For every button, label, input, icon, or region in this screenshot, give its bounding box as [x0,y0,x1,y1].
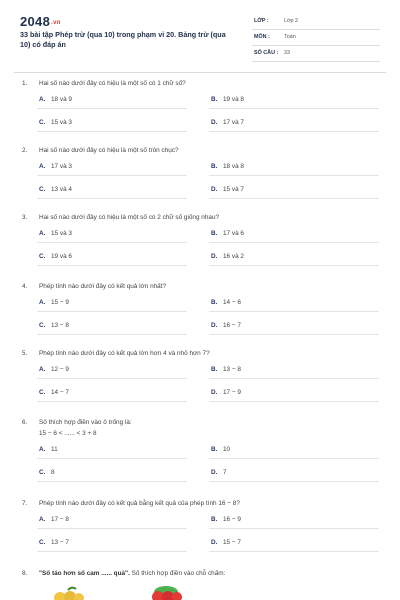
meta-value: Toán [284,34,296,40]
question-expression: 15 − 6 < ...... < 3 + 8 [39,430,97,437]
option-letter: D. [211,469,218,476]
option-text: 13 − 8 [51,322,69,329]
meta-row-count [252,46,380,62]
question-text [22,350,210,357]
option-divider [37,401,187,402]
option-divider [209,528,379,529]
answer-option-a[interactable] [39,446,58,453]
header-divider [14,72,386,73]
option-divider [209,131,379,132]
question-emphasis: "Số táo hơn số cam ...... quả". [39,570,130,577]
option-text: 19 và 6 [51,253,72,260]
option-letter: B. [211,163,218,170]
question-number: 8. [22,570,28,577]
question-number: 4. [22,283,28,290]
option-divider [37,131,187,132]
answer-option-c[interactable] [39,389,69,396]
site-logo[interactable] [20,14,61,29]
option-text: 16 và 2 [223,253,244,260]
option-letter: C. [39,539,46,546]
option-letter: B. [211,446,218,453]
meta-row-subject [252,30,380,46]
option-divider [209,175,379,176]
answer-option-a[interactable] [39,516,69,523]
answer-option-d[interactable] [211,186,244,193]
option-divider [209,458,379,459]
option-divider [37,198,187,199]
option-letter: A. [39,446,46,453]
option-text: 13 − 7 [51,539,69,546]
option-divider [37,108,187,109]
option-text: 17 và 6 [223,230,244,237]
option-letter: D. [211,186,218,193]
answer-option-a[interactable] [39,96,72,103]
option-text: 11 [51,446,58,453]
question-prompt: Phép tính nào dưới đây có kết quả lớn hơn 4 và nhỏ hơn 7? [39,350,210,357]
option-text: 18 và 8 [223,163,244,170]
answer-option-c[interactable] [39,469,55,476]
answer-option-d[interactable] [211,539,241,546]
worksheet-header [0,0,400,72]
option-text: 17 − 9 [223,389,241,396]
answer-option-d[interactable] [211,469,227,476]
question-number: 5. [22,350,28,357]
question-number: 6. [22,419,28,426]
option-text: 13 và 4 [51,186,72,193]
answer-option-d[interactable] [211,322,241,329]
question-text [22,419,132,426]
option-letter: D. [211,322,218,329]
question-prompt: Số thích hợp điền vào chỗ chấm: [129,570,226,577]
answer-option-b[interactable] [211,163,244,170]
question-text [22,80,186,87]
oranges-illustration [144,584,188,600]
answer-option-c[interactable] [39,322,69,329]
option-letter: B. [211,516,218,523]
answer-option-d[interactable] [211,119,244,126]
worksheet-meta [252,14,380,62]
answer-option-d[interactable] [211,389,241,396]
option-divider [37,378,187,379]
option-divider [37,242,187,243]
option-text: 17 và 7 [223,119,244,126]
meta-value: 33 [284,50,290,56]
option-text: 18 và 9 [51,96,72,103]
question-number: 2. [22,147,28,154]
question-prompt: Phép tính nào dưới đây có kết quả bằng kết quả của phép tính 16 − 8? [39,500,240,507]
option-divider [37,334,187,335]
option-text: 17 − 8 [51,516,69,523]
answer-option-a[interactable] [39,230,72,237]
logo-text: 2048 [20,14,51,29]
option-letter: C. [39,389,46,396]
answer-option-a[interactable] [39,299,69,306]
meta-row-class [252,14,380,30]
option-letter: D. [211,539,218,546]
option-text: 7 [223,469,227,476]
answer-option-a[interactable] [39,163,72,170]
meta-label: LỚP : [254,18,269,24]
question-prompt: Số thích hợp điền vào ô trống là: [39,419,132,426]
question-prompt: Hai số nào dưới đây có hiệu là một số tròn chục? [39,147,179,154]
option-text: 16 − 9 [223,516,241,523]
option-divider [37,458,187,459]
option-divider [37,551,187,552]
answer-option-c[interactable] [39,253,72,260]
option-divider [209,108,379,109]
answer-option-d[interactable] [211,253,244,260]
option-letter: B. [211,299,218,306]
option-divider [37,481,187,482]
worksheet-title: 33 bài tập Phép trừ (qua 10) trong phạm vi 20. Bảng trừ (qua 10) có đáp án [20,30,226,49]
option-text: 15 và 7 [223,186,244,193]
option-text: 15 − 9 [51,299,69,306]
option-divider [209,401,379,402]
question-text [22,147,179,154]
option-letter: A. [39,163,46,170]
answer-option-c[interactable] [39,539,69,546]
option-letter: C. [39,119,46,126]
answer-option-c[interactable] [39,186,72,193]
option-divider [37,311,187,312]
question-number: 7. [22,500,28,507]
option-text: 10 [223,446,231,453]
meta-label: MÔN : [254,34,270,40]
answer-option-b[interactable] [211,96,244,103]
answer-option-b[interactable] [211,299,241,306]
option-letter: A. [39,230,46,237]
option-divider [209,198,379,199]
answer-option-b[interactable] [211,366,241,373]
meta-label: SỐ CÂU : [254,50,279,56]
option-text: 14 − 6 [223,299,241,306]
option-letter: A. [39,96,46,103]
option-text: 17 và 3 [51,163,72,170]
question-text [22,570,225,577]
option-divider [209,481,379,482]
option-text: 19 và 8 [223,96,244,103]
option-letter: C. [39,322,46,329]
option-divider [37,528,187,529]
option-divider [209,378,379,379]
answer-option-b[interactable] [211,446,230,453]
option-text: 12 − 9 [51,366,69,373]
option-letter: A. [39,516,46,523]
answer-option-a[interactable] [39,366,69,373]
option-letter: B. [211,230,218,237]
answer-option-b[interactable] [211,230,244,237]
option-letter: C. [39,469,46,476]
question-prompt: Hai số nào dưới đây có hiệu là một số có 2 chữ số giống nhau? [39,214,220,221]
option-text: 15 và 3 [51,230,72,237]
option-divider [37,265,187,266]
meta-value: Lớp 2 [284,18,299,24]
option-text: 15 và 3 [51,119,72,126]
option-letter: B. [211,96,218,103]
option-letter: D. [211,119,218,126]
option-letter: D. [211,389,218,396]
option-letter: C. [39,253,46,260]
answer-option-c[interactable] [39,119,72,126]
option-text: 14 − 7 [51,389,69,396]
question-text [22,283,166,290]
question-number: 1. [22,80,28,87]
logo-suffix: .vn [51,19,61,26]
question-prompt: Hai số nào dưới đây có hiệu là một số có 1 chữ số? [39,80,186,87]
question-number: 3. [22,214,28,221]
option-divider [209,311,379,312]
question-text [22,214,219,221]
question-text [22,500,240,507]
option-divider [209,265,379,266]
question-prompt: Phép tính nào dưới đây có kết quả lớn nhất? [39,283,167,290]
option-text: 16 − 7 [223,322,241,329]
option-divider [37,175,187,176]
option-divider [209,334,379,335]
option-letter: A. [39,299,46,306]
option-text: 13 − 8 [223,366,241,373]
answer-option-b[interactable] [211,516,241,523]
option-letter: A. [39,366,46,373]
option-divider [209,551,379,552]
option-divider [209,242,379,243]
option-text: 8 [51,469,55,476]
option-letter: D. [211,253,218,260]
apples-illustration [48,586,92,600]
option-text: 15 − 7 [223,539,241,546]
option-letter: C. [39,186,46,193]
option-letter: B. [211,366,218,373]
